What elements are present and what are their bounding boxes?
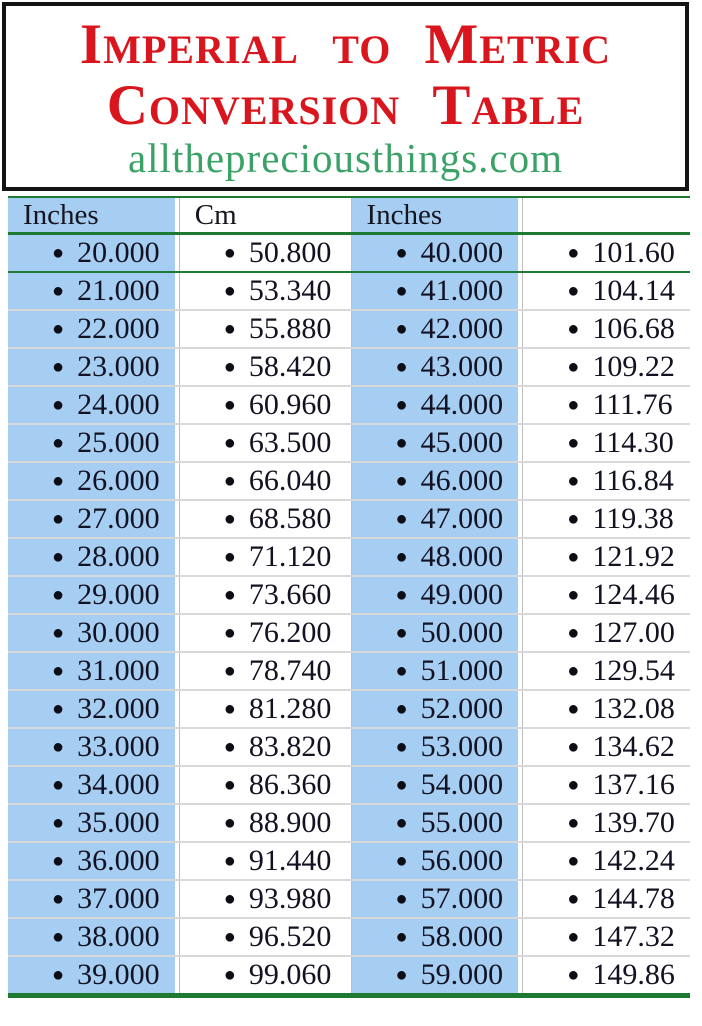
bullet-icon: ● bbox=[395, 583, 408, 606]
bullet-icon: ● bbox=[395, 659, 408, 682]
cell-inches-a bbox=[8, 387, 175, 423]
cell-value: 71.120 bbox=[248, 540, 332, 573]
cell-inches-b bbox=[351, 387, 519, 423]
bullet-icon: ● bbox=[223, 811, 236, 834]
cell-inches-b bbox=[351, 767, 519, 803]
cell-inches-a bbox=[8, 311, 175, 347]
cell-value: 28.000 bbox=[77, 540, 160, 573]
bullet-icon: ● bbox=[567, 811, 580, 834]
bullet-icon: ● bbox=[567, 317, 580, 340]
cell-value: 39.000 bbox=[77, 958, 160, 991]
cell-value: 114.30 bbox=[592, 426, 674, 459]
cell-cm-a bbox=[179, 349, 347, 385]
cell-cm-a bbox=[179, 539, 347, 575]
conversion-table bbox=[8, 196, 690, 998]
bullet-icon: ● bbox=[52, 811, 65, 834]
cell-value: 40.000 bbox=[420, 236, 504, 269]
bullet-icon: ● bbox=[567, 355, 580, 378]
header-box bbox=[2, 2, 689, 191]
table-row bbox=[8, 463, 690, 501]
bullet-icon: ● bbox=[567, 507, 580, 530]
cell-value: 52.000 bbox=[420, 692, 504, 725]
table-row bbox=[8, 501, 690, 539]
cell-value: 37.000 bbox=[77, 882, 160, 915]
cell-value: 101.60 bbox=[592, 236, 675, 269]
bullet-icon: ● bbox=[223, 583, 236, 606]
cell-value: 48.000 bbox=[420, 540, 504, 573]
bullet-icon: ● bbox=[223, 393, 236, 416]
cell-inches-b bbox=[351, 691, 519, 727]
cell-inches-b bbox=[351, 235, 519, 271]
cell-value: 81.280 bbox=[248, 692, 332, 725]
cell-cm-b bbox=[522, 691, 690, 727]
cell-value: 147.32 bbox=[592, 920, 675, 953]
cell-value: 139.70 bbox=[592, 806, 675, 839]
bullet-icon: ● bbox=[567, 697, 580, 720]
cell-value: 129.54 bbox=[592, 654, 675, 687]
table-row bbox=[8, 387, 690, 425]
table-body bbox=[8, 235, 690, 993]
table-row bbox=[8, 729, 690, 767]
bullet-icon: ● bbox=[223, 279, 236, 302]
cell-cm-b bbox=[522, 881, 690, 917]
cell-value: 24.000 bbox=[77, 388, 160, 421]
bullet-icon: ● bbox=[223, 849, 236, 872]
cell-value: 132.08 bbox=[592, 692, 675, 725]
bullet-icon: ● bbox=[395, 241, 408, 264]
cell-inches-a bbox=[8, 463, 175, 499]
bullet-icon: ● bbox=[52, 355, 65, 378]
cell-value: 55.000 bbox=[420, 806, 504, 839]
bullet-icon: ● bbox=[395, 279, 408, 302]
cell-cm-b bbox=[522, 729, 690, 765]
bullet-icon: ● bbox=[567, 279, 580, 302]
cell-cm-a bbox=[179, 577, 347, 613]
cell-inches-b bbox=[351, 539, 519, 575]
cell-value: 99.060 bbox=[248, 958, 332, 991]
cell-value: 93.980 bbox=[248, 882, 332, 915]
bullet-icon: ● bbox=[52, 317, 65, 340]
cell-cm-b bbox=[522, 805, 690, 841]
bullet-icon: ● bbox=[567, 963, 580, 986]
bullet-icon: ● bbox=[223, 963, 236, 986]
table-row bbox=[8, 881, 690, 919]
cell-value: 25.000 bbox=[77, 426, 160, 459]
bullet-icon: ● bbox=[395, 887, 408, 910]
cell-cm-a bbox=[179, 387, 347, 423]
table-row bbox=[8, 653, 690, 691]
cell-value: 88.900 bbox=[248, 806, 332, 839]
cell-cm-a bbox=[179, 311, 347, 347]
bullet-icon: ● bbox=[223, 735, 236, 758]
cell-cm-a bbox=[179, 881, 347, 917]
cell-value: 121.92 bbox=[592, 540, 675, 573]
cell-value: 96.520 bbox=[248, 920, 332, 953]
bullet-icon: ● bbox=[52, 279, 65, 302]
table-row bbox=[8, 311, 690, 349]
cell-value: 23.000 bbox=[77, 350, 160, 383]
table-row bbox=[8, 957, 690, 993]
bullet-icon: ● bbox=[395, 355, 408, 378]
cell-inches-a bbox=[8, 957, 175, 993]
bullet-icon: ● bbox=[395, 469, 408, 492]
cell-inches-b bbox=[351, 729, 519, 765]
cell-inches-a bbox=[8, 615, 175, 651]
cell-inches-a bbox=[8, 881, 175, 917]
cell-cm-a bbox=[179, 919, 347, 955]
cell-value: 68.580 bbox=[248, 502, 332, 535]
cell-value: 30.000 bbox=[77, 616, 160, 649]
cell-value: 22.000 bbox=[77, 312, 160, 345]
cell-value: 33.000 bbox=[77, 730, 160, 763]
cell-cm-b bbox=[522, 235, 690, 271]
bullet-icon: ● bbox=[52, 393, 65, 416]
cell-cm-a bbox=[179, 805, 347, 841]
cell-value: 142.24 bbox=[592, 844, 675, 877]
bullet-icon: ● bbox=[52, 431, 65, 454]
column-header-cm-a: Cm bbox=[179, 198, 347, 232]
cell-value: 55.880 bbox=[248, 312, 332, 345]
bullet-icon: ● bbox=[395, 849, 408, 872]
cell-value: 27.000 bbox=[77, 502, 160, 535]
bullet-icon: ● bbox=[395, 963, 408, 986]
cell-inches-a bbox=[8, 729, 175, 765]
bullet-icon: ● bbox=[223, 697, 236, 720]
bullet-icon: ● bbox=[223, 469, 236, 492]
bullet-icon: ● bbox=[395, 621, 408, 644]
cell-value: 36.000 bbox=[77, 844, 160, 877]
bullet-icon: ● bbox=[395, 431, 408, 454]
table-row bbox=[8, 691, 690, 729]
cell-value: 26.000 bbox=[77, 464, 160, 497]
bullet-icon: ● bbox=[395, 393, 408, 416]
bullet-icon: ● bbox=[395, 507, 408, 530]
bullet-icon: ● bbox=[223, 773, 236, 796]
bullet-icon: ● bbox=[223, 355, 236, 378]
bullet-icon: ● bbox=[52, 697, 65, 720]
cell-value: 86.360 bbox=[248, 768, 332, 801]
table-header-row bbox=[8, 198, 690, 235]
cell-inches-a bbox=[8, 273, 175, 309]
cell-value: 34.000 bbox=[77, 768, 160, 801]
cell-value: 21.000 bbox=[77, 274, 160, 307]
table-row bbox=[8, 843, 690, 881]
bullet-icon: ● bbox=[395, 811, 408, 834]
bullet-icon: ● bbox=[223, 925, 236, 948]
cell-value: 83.820 bbox=[248, 730, 332, 763]
cell-value: 60.960 bbox=[248, 388, 332, 421]
cell-value: 63.500 bbox=[248, 426, 332, 459]
cell-value: 50.800 bbox=[248, 236, 332, 269]
cell-value: 127.00 bbox=[592, 616, 675, 649]
bullet-icon: ● bbox=[223, 507, 236, 530]
cell-cm-b bbox=[522, 577, 690, 613]
bullet-icon: ● bbox=[567, 925, 580, 948]
cell-cm-a bbox=[179, 235, 347, 271]
bullet-icon: ● bbox=[395, 545, 408, 568]
cell-value: 58.000 bbox=[420, 920, 504, 953]
table-row bbox=[8, 235, 690, 273]
cell-value: 91.440 bbox=[248, 844, 332, 877]
cell-inches-b bbox=[351, 957, 519, 993]
bullet-icon: ● bbox=[567, 621, 580, 644]
bullet-icon: ● bbox=[52, 583, 65, 606]
cell-cm-a bbox=[179, 767, 347, 803]
bullet-icon: ● bbox=[567, 735, 580, 758]
cell-value: 43.000 bbox=[420, 350, 504, 383]
cell-value: 109.22 bbox=[592, 350, 675, 383]
cell-value: 35.000 bbox=[77, 806, 160, 839]
cell-cm-a bbox=[179, 729, 347, 765]
cell-inches-b bbox=[351, 349, 519, 385]
cell-inches-a bbox=[8, 425, 175, 461]
bullet-icon: ● bbox=[223, 241, 236, 264]
bullet-icon: ● bbox=[223, 887, 236, 910]
cell-value: 78.740 bbox=[248, 654, 332, 687]
cell-inches-a bbox=[8, 501, 175, 537]
bullet-icon: ● bbox=[52, 735, 65, 758]
cell-cm-b bbox=[522, 615, 690, 651]
cell-value: 50.000 bbox=[420, 616, 504, 649]
bullet-icon: ● bbox=[567, 545, 580, 568]
cell-cm-b bbox=[522, 273, 690, 309]
bullet-icon: ● bbox=[567, 393, 580, 416]
cell-cm-b bbox=[522, 919, 690, 955]
cell-value: 104.14 bbox=[592, 274, 675, 307]
cell-value: 44.000 bbox=[420, 388, 504, 421]
bullet-icon: ● bbox=[567, 887, 580, 910]
cell-inches-a bbox=[8, 235, 175, 271]
cell-cm-b bbox=[522, 653, 690, 689]
cell-inches-a bbox=[8, 691, 175, 727]
table-row bbox=[8, 539, 690, 577]
cell-cm-a bbox=[179, 843, 347, 879]
bullet-icon: ● bbox=[567, 469, 580, 492]
bullet-icon: ● bbox=[52, 659, 65, 682]
cell-value: 134.62 bbox=[592, 730, 675, 763]
cell-value: 106.68 bbox=[592, 312, 675, 345]
bullet-icon: ● bbox=[223, 317, 236, 340]
title-line-2: Conversion Table bbox=[106, 74, 585, 137]
cell-cm-a bbox=[179, 273, 347, 309]
bullet-icon: ● bbox=[52, 469, 65, 492]
cell-inches-b bbox=[351, 425, 519, 461]
cell-value: 137.16 bbox=[592, 768, 675, 801]
bullet-icon: ● bbox=[52, 507, 65, 530]
cell-value: 32.000 bbox=[77, 692, 160, 725]
bullet-icon: ● bbox=[395, 735, 408, 758]
cell-value: 73.660 bbox=[248, 578, 332, 611]
cell-inches-a bbox=[8, 919, 175, 955]
column-header-inches-a: Inches bbox=[8, 198, 175, 232]
cell-cm-a bbox=[179, 463, 347, 499]
table-row bbox=[8, 767, 690, 805]
bullet-icon: ● bbox=[567, 849, 580, 872]
cell-value: 47.000 bbox=[420, 502, 504, 535]
cell-inches-b bbox=[351, 881, 519, 917]
bullet-icon: ● bbox=[567, 773, 580, 796]
bullet-icon: ● bbox=[223, 621, 236, 644]
cell-inches-b bbox=[351, 463, 519, 499]
cell-cm-a bbox=[179, 425, 347, 461]
bullet-icon: ● bbox=[52, 887, 65, 910]
cell-cm-a bbox=[179, 653, 347, 689]
table-row bbox=[8, 349, 690, 387]
table-row bbox=[8, 805, 690, 843]
cell-cm-b bbox=[522, 501, 690, 537]
cell-value: 111.76 bbox=[592, 388, 673, 421]
cell-value: 56.000 bbox=[420, 844, 504, 877]
bullet-icon: ● bbox=[52, 963, 65, 986]
bullet-icon: ● bbox=[395, 773, 408, 796]
cell-inches-a bbox=[8, 805, 175, 841]
cell-value: 31.000 bbox=[77, 654, 160, 687]
cell-cm-b bbox=[522, 463, 690, 499]
cell-value: 66.040 bbox=[248, 464, 332, 497]
cell-value: 49.000 bbox=[420, 578, 504, 611]
cell-value: 29.000 bbox=[77, 578, 160, 611]
cell-value: 53.000 bbox=[420, 730, 504, 763]
column-header-inches-b: Inches bbox=[351, 198, 519, 232]
cell-cm-b bbox=[522, 843, 690, 879]
cell-value: 38.000 bbox=[77, 920, 160, 953]
cell-inches-a bbox=[8, 767, 175, 803]
cell-cm-b bbox=[522, 387, 690, 423]
cell-value: 20.000 bbox=[77, 236, 160, 269]
cell-cm-a bbox=[179, 957, 347, 993]
cell-inches-b bbox=[351, 919, 519, 955]
cell-inches-b bbox=[351, 311, 519, 347]
bullet-icon: ● bbox=[223, 659, 236, 682]
cell-inches-b bbox=[351, 805, 519, 841]
cell-value: 41.000 bbox=[420, 274, 504, 307]
cell-inches-b bbox=[351, 577, 519, 613]
cell-inches-b bbox=[351, 501, 519, 537]
cell-cm-b bbox=[522, 349, 690, 385]
cell-inches-b bbox=[351, 843, 519, 879]
cell-inches-a bbox=[8, 539, 175, 575]
cell-value: 149.86 bbox=[592, 958, 675, 991]
table-row bbox=[8, 615, 690, 653]
cell-cm-b bbox=[522, 425, 690, 461]
table-row bbox=[8, 919, 690, 957]
bullet-icon: ● bbox=[52, 849, 65, 872]
cell-inches-a bbox=[8, 653, 175, 689]
bullet-icon: ● bbox=[567, 659, 580, 682]
cell-value: 57.000 bbox=[420, 882, 504, 915]
cell-value: 45.000 bbox=[420, 426, 504, 459]
cell-inches-b bbox=[351, 653, 519, 689]
bullet-icon: ● bbox=[567, 241, 580, 264]
cell-cm-b bbox=[522, 311, 690, 347]
cell-cm-a bbox=[179, 615, 347, 651]
cell-value: 42.000 bbox=[420, 312, 504, 345]
cell-value: 124.46 bbox=[592, 578, 675, 611]
cell-inches-a bbox=[8, 843, 175, 879]
website-url: allthepreciousthings.com bbox=[127, 135, 564, 181]
cell-value: 59.000 bbox=[420, 958, 504, 991]
column-header-cm-b bbox=[522, 198, 690, 232]
cell-cm-a bbox=[179, 501, 347, 537]
bullet-icon: ● bbox=[567, 431, 580, 454]
table-row bbox=[8, 425, 690, 463]
table-row bbox=[8, 577, 690, 615]
cell-cm-b bbox=[522, 957, 690, 993]
bullet-icon: ● bbox=[395, 697, 408, 720]
bullet-icon: ● bbox=[52, 621, 65, 644]
cell-value: 53.340 bbox=[248, 274, 332, 307]
bullet-icon: ● bbox=[52, 545, 65, 568]
cell-value: 76.200 bbox=[248, 616, 332, 649]
cell-inches-b bbox=[351, 615, 519, 651]
cell-value: 119.38 bbox=[592, 502, 674, 535]
cell-cm-b bbox=[522, 539, 690, 575]
bullet-icon: ● bbox=[223, 545, 236, 568]
cell-value: 58.420 bbox=[248, 350, 332, 383]
table-row bbox=[8, 273, 690, 311]
cell-cm-a bbox=[179, 691, 347, 727]
cell-value: 46.000 bbox=[420, 464, 504, 497]
bullet-icon: ● bbox=[395, 925, 408, 948]
cell-value: 144.78 bbox=[592, 882, 675, 915]
cell-inches-a bbox=[8, 349, 175, 385]
cell-value: 51.000 bbox=[420, 654, 504, 687]
bullet-icon: ● bbox=[52, 241, 65, 264]
cell-value: 116.84 bbox=[592, 464, 674, 497]
bullet-icon: ● bbox=[567, 583, 580, 606]
cell-inches-a bbox=[8, 577, 175, 613]
bullet-icon: ● bbox=[395, 317, 408, 340]
bullet-icon: ● bbox=[52, 773, 65, 796]
bullet-icon: ● bbox=[52, 925, 65, 948]
cell-inches-b bbox=[351, 273, 519, 309]
cell-value: 54.000 bbox=[420, 768, 504, 801]
bullet-icon: ● bbox=[223, 431, 236, 454]
cell-cm-b bbox=[522, 767, 690, 803]
title-line-1: Imperial to Metric bbox=[79, 13, 612, 76]
